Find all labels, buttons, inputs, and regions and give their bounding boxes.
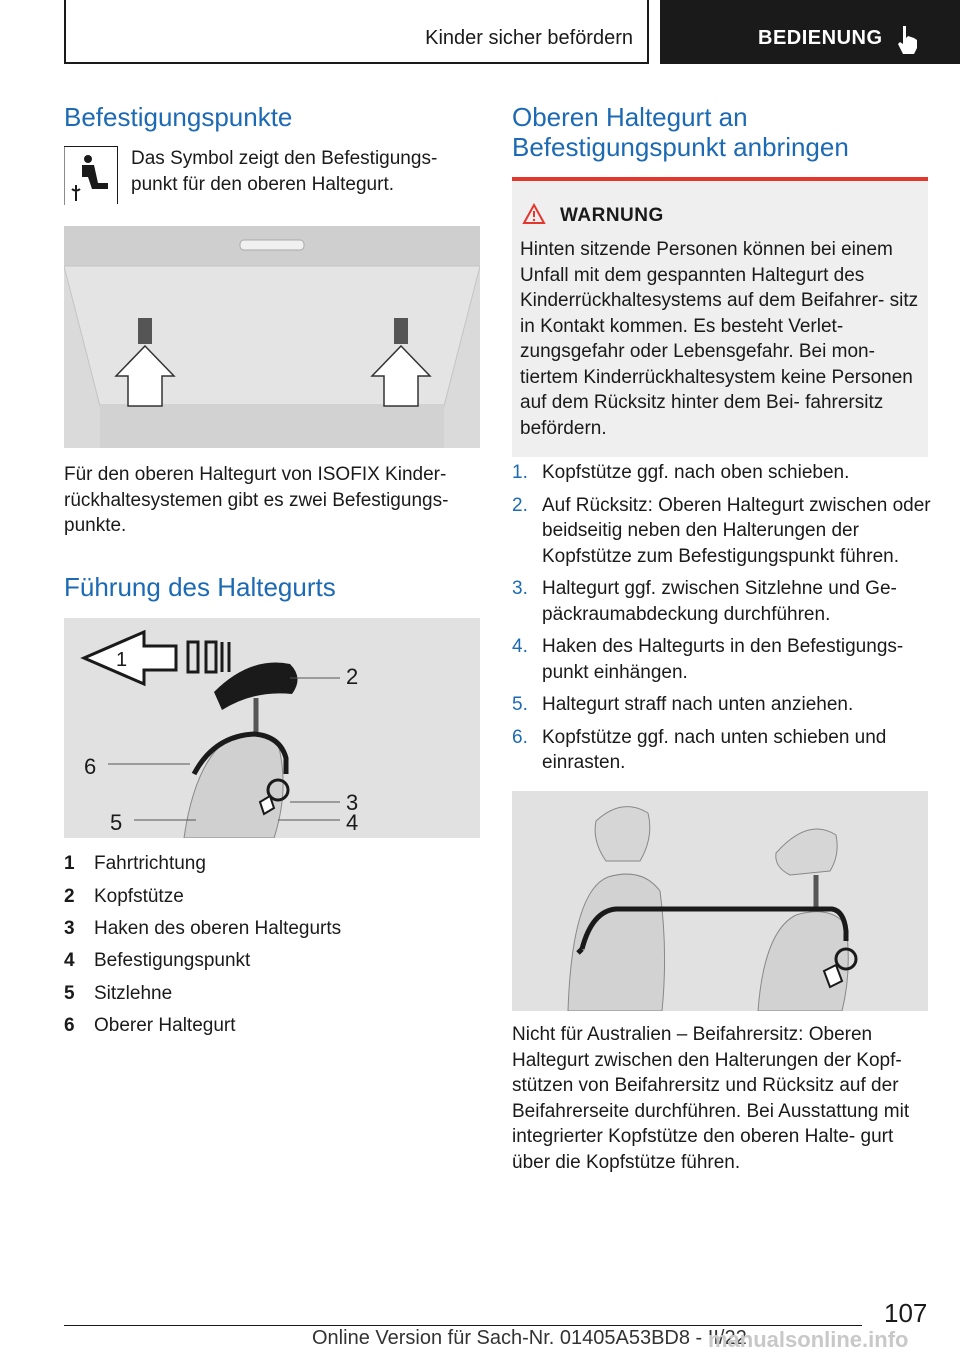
- header-section-box: [64, 0, 649, 64]
- pointing-hand-icon: [894, 24, 922, 56]
- instruction-steps: [512, 460, 932, 783]
- header-section-title: Kinder sicher befördern: [425, 27, 633, 49]
- figure2-legend: [64, 848, 464, 1042]
- heading-fuehrung: Führung des Haltegurts: [64, 572, 336, 602]
- warning-title: WARNUNG: [560, 205, 664, 226]
- header-chapter-box: [660, 0, 960, 64]
- isofix-anchor-symbol: [64, 146, 118, 204]
- figure1-caption: Für den oberen Haltegurt von ISOFIX Kinder- rückhaltesystemen gibt es zwei Befestigungs- punkte.: [64, 464, 449, 536]
- symbol-description: Das Symbol zeigt den Befestigungs- punkt für den oberen Haltegurt.: [131, 148, 438, 195]
- warning-triangle-icon: [522, 203, 546, 225]
- fig2-label-2: 2: [346, 664, 359, 689]
- legend-item: 4 Befestigungspunkt: [64, 950, 251, 972]
- footer-online-version: Online Version für Sach-Nr. 01405A53BD8 - II/22: [312, 1327, 747, 1349]
- figure3-caption: Nicht für Australien – Beifahrersitz: Oberen Haltegurt zwischen den Halterungen der Kopf- stützen von Beifahrersitz und Rücksitz auf der Beifahrerseite durchführen. Bei Ausstattung mit integrierter Kopfstütze den oberen Halte- gurt über die Kopfstütze führen.: [512, 1024, 910, 1173]
- figure-passenger-seat-routing: [512, 791, 928, 1011]
- legend-item: 1 Fahrtrichtung: [64, 853, 206, 875]
- warning-box: [512, 177, 928, 457]
- step-item: 1. Kopfstütze ggf. nach oben schieben.: [512, 462, 850, 483]
- fig2-label-5: 5: [110, 810, 123, 835]
- heading-haltegurt-anbringen: Oberen Haltegurt an Befestigungspunkt anbringen: [512, 102, 849, 162]
- figure-anchor-points: [64, 226, 480, 448]
- figure-belt-routing: [64, 618, 480, 838]
- header-chapter-title: BEDIENUNG: [758, 27, 883, 49]
- step-item: 2. Auf Rücksitz: Oberen Haltegurt zwischen oder beidseitig neben den Halterungen der Kopfstütze zum Befestigungspunkt führen.: [512, 494, 931, 567]
- fig2-label-1: 1: [116, 649, 128, 671]
- fig2-label-6: 6: [84, 754, 97, 779]
- child-seat-anchor-icon: [64, 147, 118, 205]
- step-item: 3. Haltegurt ggf. zwischen Sitzlehne und Ge- päckraumabdeckung durchführen.: [512, 578, 897, 625]
- warning-text: Hinten sitzende Personen können bei einem Unfall mit dem gespannten Haltegurt des Kinderrückhaltesystems auf dem Beifahrer- sitz in Kontakt kommen. Es besteht Verlet- zungsgefahr oder Lebensgefahr. Bei mon- tiertem Kinderrückhaltesystem keine Personen auf dem Rücksitz hinter dem Bei- fahrersitz befördern.: [520, 239, 919, 439]
- fig2-label-4: 4: [346, 810, 359, 835]
- watermark: manualsonline.info: [708, 1327, 909, 1352]
- legend-item: 5 Sitzlehne: [64, 982, 173, 1004]
- legend-item: 6 Oberer Haltegurt: [64, 1015, 236, 1037]
- step-item: 6. Kopfstütze ggf. nach unten schieben und einrasten.: [512, 726, 887, 773]
- page-number: 107: [884, 1298, 928, 1328]
- fig2-label-3: 3: [346, 790, 359, 815]
- legend-item: 3 Haken des oberen Haltegurts: [64, 917, 342, 939]
- step-item: 5. Haltegurt straff nach unten anziehen.: [512, 694, 854, 715]
- step-item: 4. Haken des Haltegurts in den Befestigungs- punkt einhängen.: [512, 636, 904, 683]
- heading-befestigungspunkte: Befestigungspunkte: [64, 102, 293, 132]
- footer-divider: [64, 1325, 862, 1326]
- legend-item: 2 Kopfstütze: [64, 885, 184, 907]
